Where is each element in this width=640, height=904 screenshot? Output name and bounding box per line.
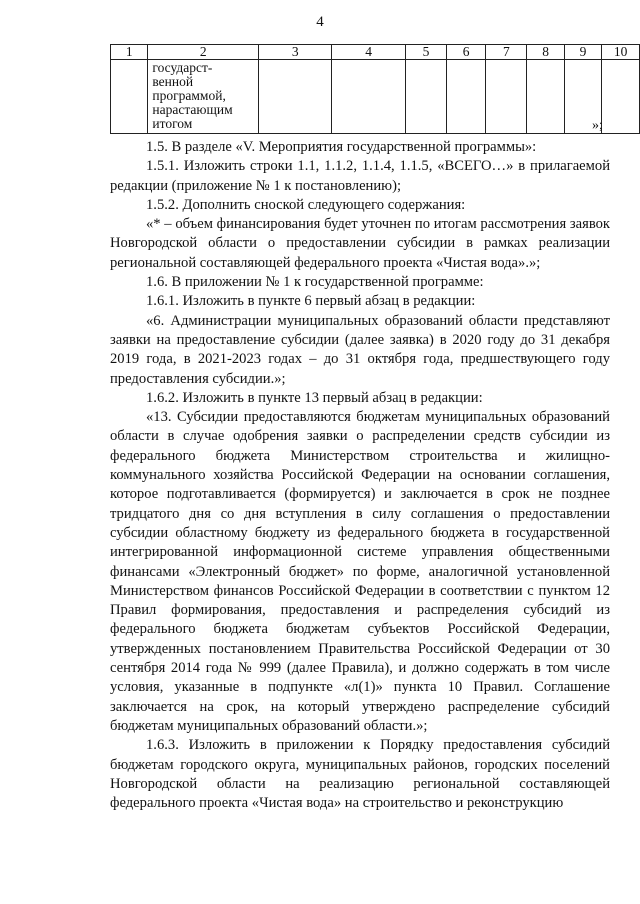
paragraph: «13. Субсидии предоставляются бюджетам муниципальных образований области в случае одобрения заявки о распределении средств субсидии из федерального бюджета Министерством строительства и жилищно-коммунального хозяйства Российской Федерации на основании соглашения, которое подготавливается (формируется) и заключается в срок не позднее тридцатого дня со дня вступления в силу соглашения о предоставлении субсидии областному бюджету из федерального бюджета в государственной интегрированной информационной системе управления общественными финансами «Электронный бюджет» по форме, аналогичной установленной Министерством финансов Российской Федерации в соответствии с пунктом 12 Правил формирования, предоставления и распределения субсидий из федерального бюджета бюджетам субъектов Российской Федерации, утвержденных постановлением Правительства Российской Федерации от 30 сентября 2014 года № 999 (далее Правила), и должно содержать в том числе условия, указанные в подпункте «л(1)» пункта 10 Правил. Соглашение заключается на срок, на который утверждено распределение субсидий бюджетам муниципальных образований области.»; [110, 409, 610, 734]
table-cell-empty [405, 60, 446, 134]
table-header-cell: 6 [447, 45, 486, 60]
table-header-cell: 10 [602, 45, 640, 60]
page-number: 4 [316, 14, 324, 30]
table-cell-empty [111, 60, 148, 134]
table-cell-empty [527, 60, 564, 134]
table-cell-empty [332, 60, 405, 134]
table-header-cell: 7 [486, 45, 527, 60]
paragraph: 1.5. В разделе «V. Мероприятия государственной программы»: [146, 139, 537, 155]
table-cell-empty [259, 60, 332, 134]
table-header-row [111, 45, 640, 60]
table-header-cell: 4 [332, 45, 405, 60]
paragraph: 1.5.2. Дополнить сноской следующего содержания: [146, 196, 466, 213]
paragraph: «* – объем финансирования будет уточнен по итогам рассмотрения заявок Новгородской области о предоставлении субсидии в рамках реализации региональной составляющей федерального проекта «Чистая вода».»; [110, 216, 610, 271]
table-header-cell: 9 [564, 45, 601, 60]
table-cell-indicator-name: государст- венной программой, нарастающим итогом [148, 60, 259, 134]
paragraph: 1.5.1. Изложить строки 1.1, 1.1.2, 1.1.4, 1.1.5, «ВСЕГО…» в прилагаемой редакции (приложение № 1 к постановлению); [110, 158, 610, 194]
paragraph: 1.6.2. Изложить в пункте 13 первый абзац в редакции: [146, 389, 483, 406]
table-cell-empty [602, 60, 640, 134]
document-body [110, 138, 610, 813]
paragraph: 1.6.1. Изложить в пункте 6 первый абзац в редакции: [146, 293, 476, 310]
paragraph: 1.6. В приложении № 1 к государственной программе: [146, 274, 484, 291]
table-header-cell: 2 [148, 45, 259, 60]
table-cell-empty [486, 60, 527, 134]
table-header-cell: 3 [259, 45, 332, 60]
paragraph: 1.6.3. Изложить в приложении к Порядку предоставления субсидий бюджетам городского округа, муниципальных районов, городских поселений Новгородской области на реализацию региональной составляющей федерального проекта «Чистая вода» на строительство и реконструкцию [110, 737, 610, 812]
table-cell-empty [447, 60, 486, 134]
table-header-cell: 5 [405, 45, 446, 60]
continued-table [110, 44, 640, 134]
paragraph: «6. Администрации муниципальных образований области представляют заявки на предоставление субсидии (далее заявка) в 2020 году до 31 декабря 2019 года, в 2021-2023 годах – до 31 октября года, предшествующего году предоставления субсидии.»; [110, 312, 610, 387]
table-header-cell: 8 [527, 45, 564, 60]
table-closing-quote: »; [592, 118, 603, 133]
table-header-cell: 1 [111, 45, 148, 60]
table-row [111, 60, 640, 134]
